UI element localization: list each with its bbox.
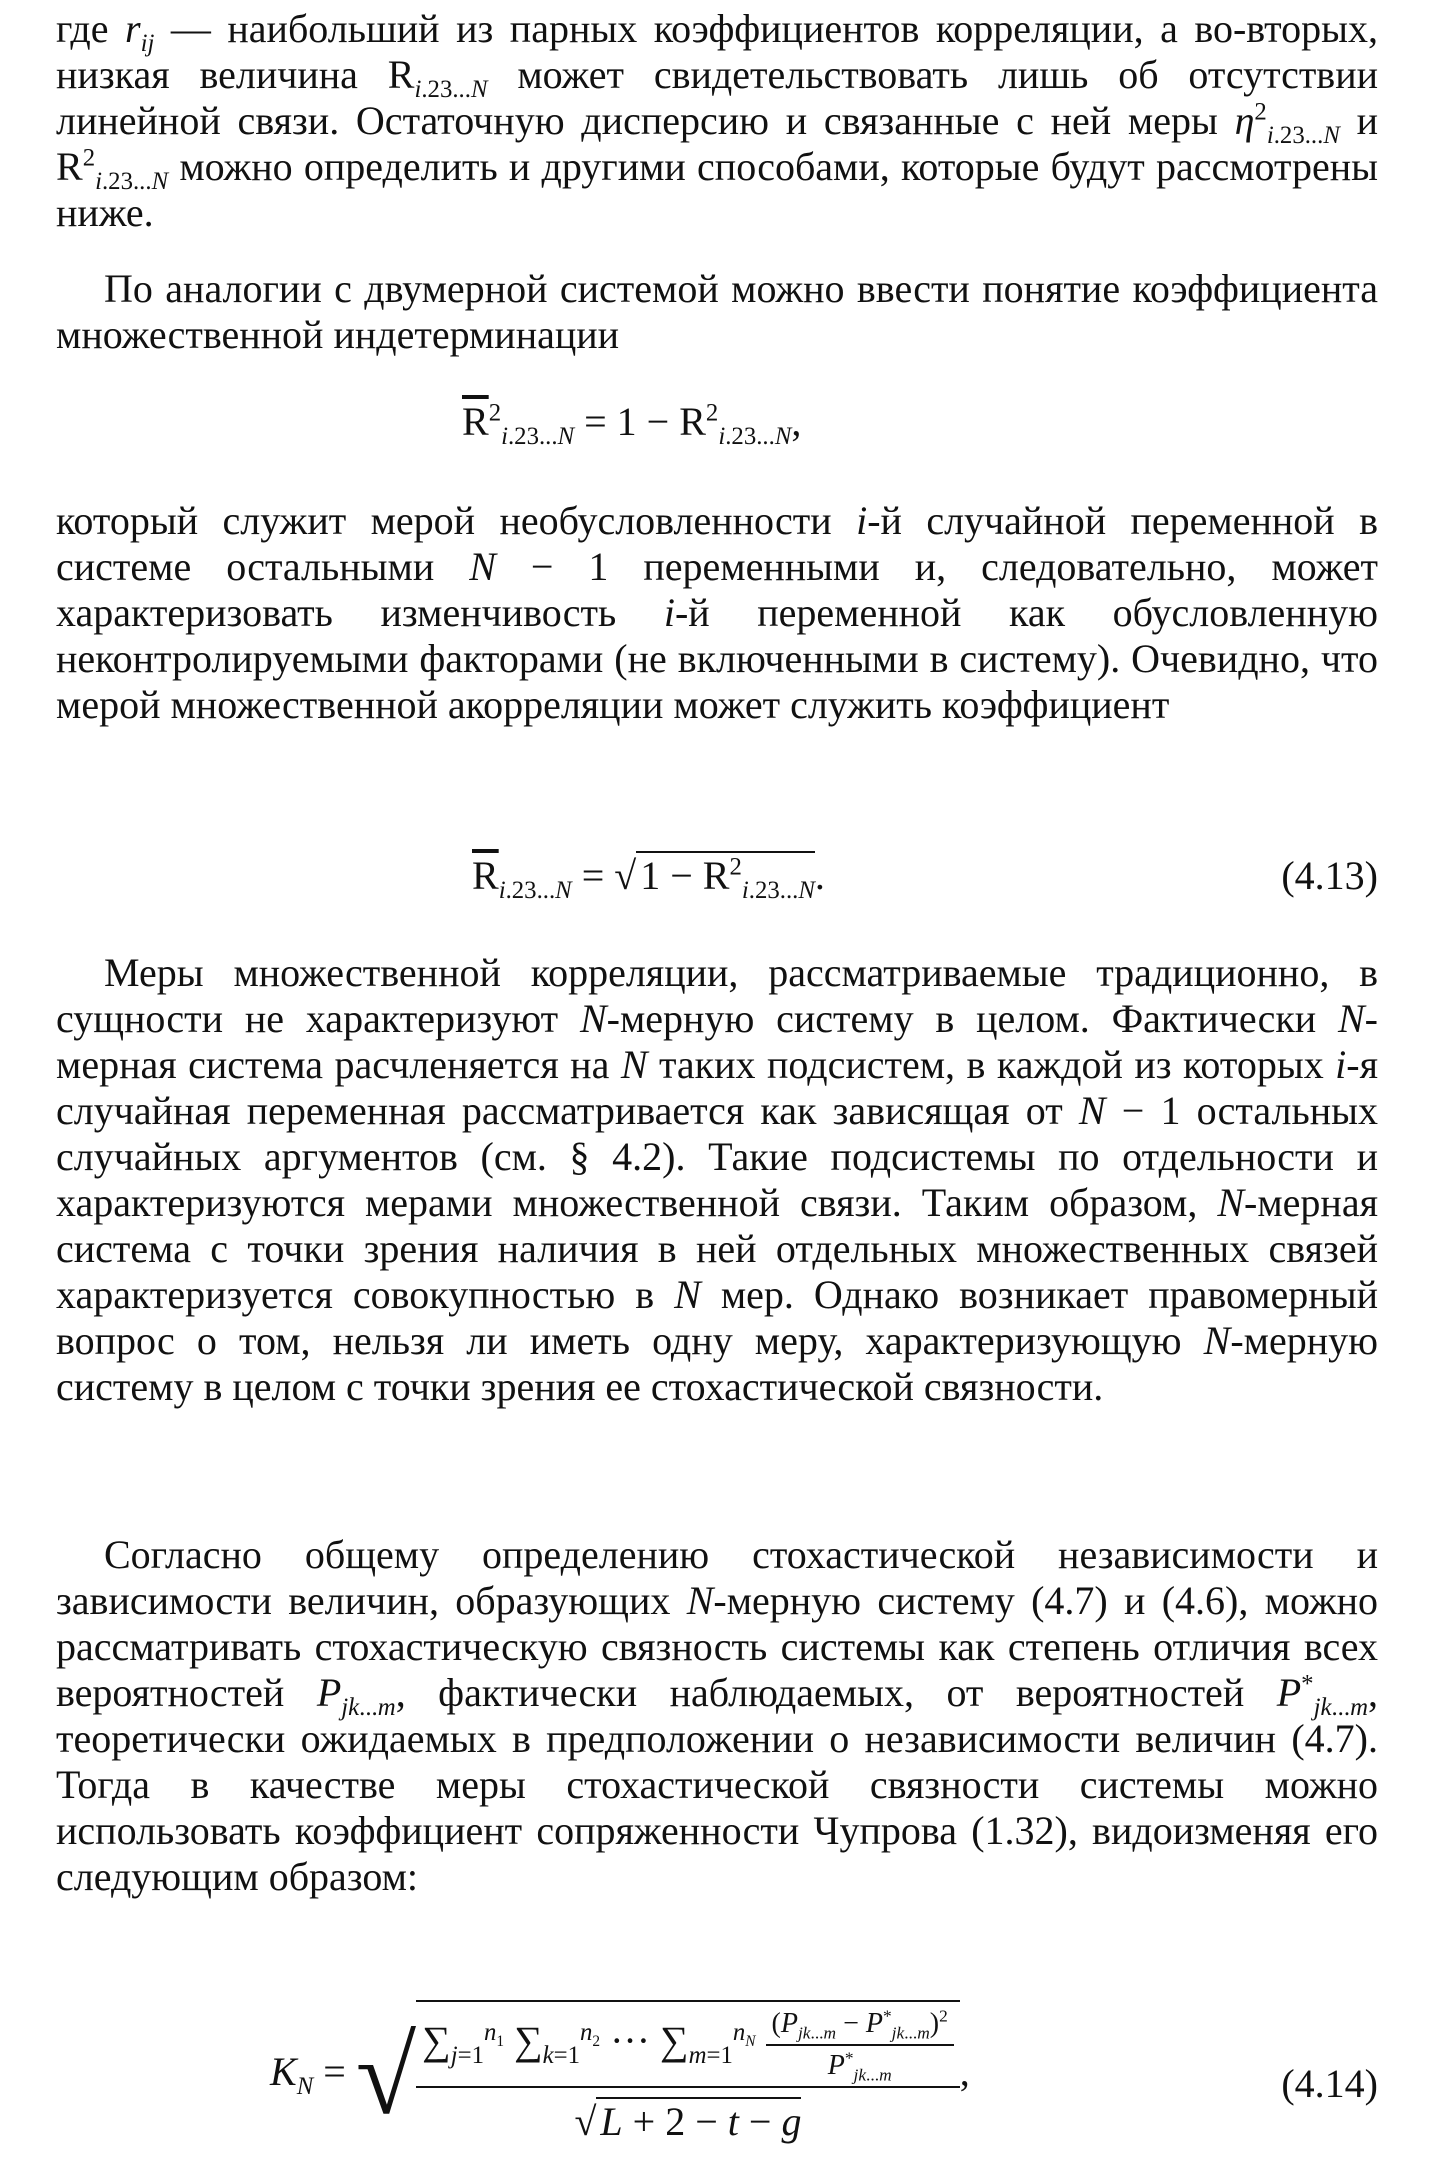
equation-number-4-14: (4.14) bbox=[1281, 2061, 1378, 2106]
paragraph-2: По аналогии с двумерной системой можно ввести понятие коэффициента множественной индетерминации bbox=[56, 266, 1378, 357]
paragraph-3: который служит мерой необусловленности i-й случайной переменной в системе остальными N − 1 переменными и, следовательно, может характеризовать изменчивость i-й переменной как обусловленную неконтролируемыми факторами (не включенными в систему). Очевидно, что мерой множественной акорреляции может служить коэффициент bbox=[56, 498, 1378, 727]
paragraph-4: Меры множественной корреляции, рассматриваемые традиционно, в сущности не характеризуют N-мерную систему в целом. Фактически N-мерная система расчленяется на N таких подсистем, в каждой из которых i-я случайная переменная рассматривается как зависящая от N − 1 остальных случайных аргументов (см. § 4.2). Такие подсистемы по отдельности и характеризуются мерами множественной связи. Таким образом, N-мерная система с точки зрения наличия в ней отдельных множественных связей характеризуется совокупностью в N мер. Однако возникает правомерный вопрос о том, нельзя ли иметь одну меру, характеризующую N-мерную систему в целом с точки зрения ее стохастической связности. bbox=[56, 950, 1378, 1409]
equation-number-4-13: (4.13) bbox=[1281, 853, 1378, 898]
equation-indetermination: $\overline{R}^2_{i.23...N} = 1 - R^2_{i.23...N}$, bbox=[462, 399, 802, 450]
paragraph-1: где $r_{ij}$ — наибольший из парных коэффициентов корреляции, а во-вторых, низкая величина $R_{i.23...N}$ может свидетельствовать лишь об отсутствии линейной связи. Остаточную дисперсию и связанные с ней меры $\eta^2_{i.23...N}$ и $R^2_{i.23...N}$ можно определить и другими способами, которые будут рассмотрены ниже. bbox=[56, 6, 1379, 235]
equation-4-13: $\overline{R}_{i.23...N}$ = √ $1 - R^2_{i.23...N}$. bbox=[472, 853, 825, 904]
paragraph-5: Согласно общему определению стохастической независимости и зависимости величин, образующих N-мерную систему (4.7) и (4.6), можно рассматривать стохастическую связность системы как степень отличия всех вероятностей $P_{jk...m}$, фактически наблюдаемых, от вероятностей $P^*_{jk...m}$, теоретически ожидаемых в предположении о независимости величин (4.7). Тогда в качестве меры стохастической связности системы можно использовать коэффициент сопряженности Чупрова (1.32), видоизменяя его следующим образом: bbox=[56, 1532, 1378, 1899]
equation-4-14: $K_N$ = √ $\sum_{j=1}^{n_1}$ $\sum_{k=1}^{n_2}$ ··· $\sum_{m=1}^{n_N}$ $\frac{(P_{jk...m} - P^*_{jk...m})^2}{P^*_{jk...m}}$ √ L + 2 − t − g , bbox=[270, 2000, 970, 2152]
